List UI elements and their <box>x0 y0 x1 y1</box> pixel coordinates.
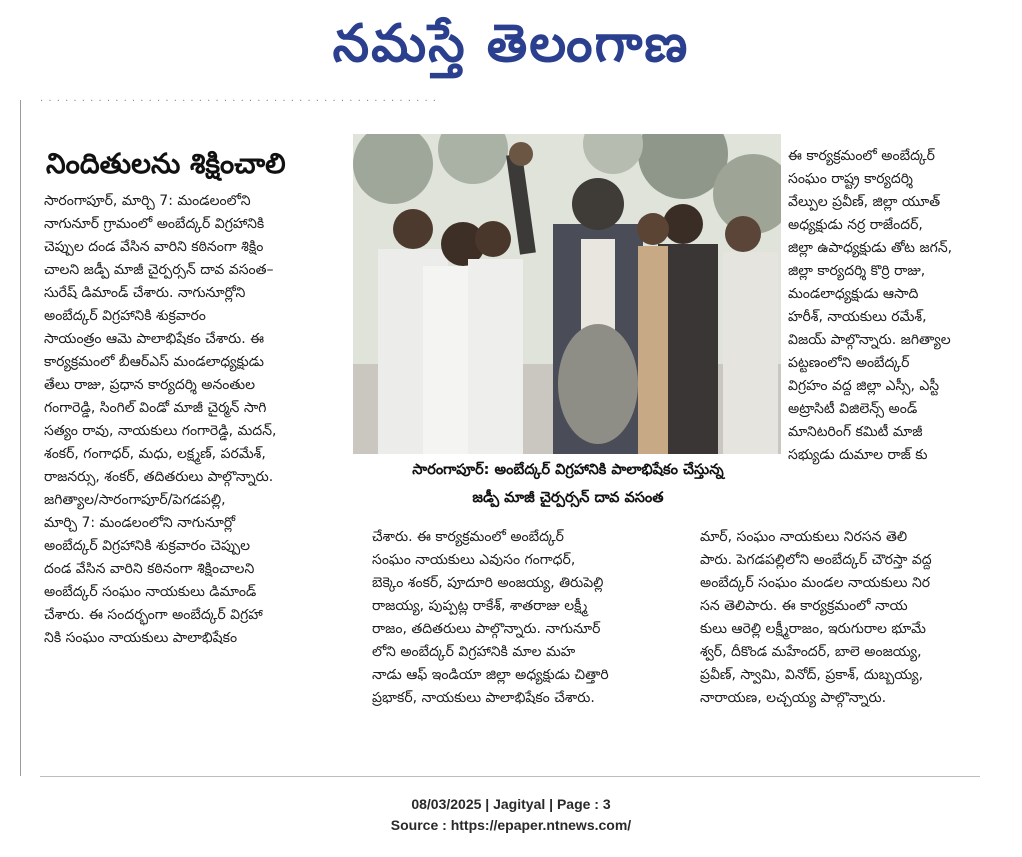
article-text-line: సంఘం నాయకులు ఎవుసం గంగాధర్, <box>372 552 576 568</box>
article-text-line: కార్యక్రమంలో బీఆర్ఎస్ మండలాధ్యక్షుడు <box>44 354 264 370</box>
article-text-line: తేలు రాజు, ప్రధాన కార్యదర్శి అనంతుల <box>44 377 256 393</box>
article-text-line: అంబేద్కర్ సంఘం మండల నాయకులు నిర <box>700 575 931 591</box>
newspaper-masthead: నమస్తే తెలంగాణ <box>332 14 690 74</box>
article-text-line: చెప్పుల దండ వేసిన వారిని కఠినంగా శిక్షిం <box>44 239 264 255</box>
article-text-line: నాడు ఆఫ్ ఇండియా జిల్లా అధ్యక్షుడు చిత్తారి <box>372 667 609 683</box>
page-bottom-rule <box>40 776 980 777</box>
photo-illustration <box>353 134 781 454</box>
article-text-line: మండలాధ్యక్షుడు ఆసాది <box>788 286 919 302</box>
article-text-line: హరీశ్, నాయకులు రమేశ్, <box>788 309 927 325</box>
source-link[interactable]: Source : https://epaper.ntnews.com/ <box>390 817 632 833</box>
article-headline: నిందితులను శిక్షించాలి <box>46 147 286 180</box>
article-text-line: శ్వర్, దీకొండ మహేందర్, బాలె అంజయ్య, <box>700 644 922 660</box>
article-text-line: సన తెలిపారు. ఈ కార్యక్రమంలో నాయ <box>700 598 908 614</box>
article-text-line: చేశారు. ఈ సందర్భంగా అంబేద్కర్ విగ్రహా <box>44 607 263 623</box>
article-text-line: దండ వేసిన వారిని కఠినంగా శిక్షించాలని <box>44 561 255 577</box>
article-text-line: పారు. పెగడపల్లిలోని అంబేద్కర్ చౌరస్తా వద్ద <box>700 552 932 568</box>
article-text-line: కులు ఆరెల్లి లక్ష్మీరాజం, ఇరుగురాల భూమే <box>700 621 926 637</box>
article-text-line: ప్రభాకర్, నాయకులు పాలాభిషేకం చేశారు. <box>372 690 595 706</box>
article-text-line: సారంగాపూర్, మార్చి 7: మండలంలోని <box>44 193 251 209</box>
article-text-line: లోని అంబేద్కర్ విగ్రహానికి మాల మహ <box>372 644 576 660</box>
article-column-4 <box>700 526 980 710</box>
article-text-line: నాగునూర్ గ్రామంలో అంబేద్కర్ విగ్రహానికి <box>44 216 265 232</box>
article-text-line: విగ్రహం వద్ద జిల్లా ఎస్సీ, ఎస్టీ <box>788 378 940 394</box>
news-photo <box>353 134 781 454</box>
article-text-line: మార్చి 7: మండలంలోని నాగునూర్లో <box>44 515 236 531</box>
caption-line-1: సారంగాపూర్: అంబేద్కర్ విగ్రహానికి పాలాభిషేకం చేస్తున్న <box>412 462 724 478</box>
article-text-line: రాజనర్సు, శంకర్, తదితరులు పాల్గొన్నారు. <box>44 469 274 485</box>
article-text-line: చేశారు. ఈ కార్యక్రమంలో అంబేద్కర్ <box>372 529 564 545</box>
article-text-line: అంబేద్కర్ సంఘం నాయకులు డిమాండ్ <box>44 584 257 600</box>
article-text-line: సభ్యుడు దుమాల రాజ్ కు <box>788 447 928 463</box>
article-text-line: గంగారెడ్డి, సింగిల్ విండో మాజీ చైర్మన్ సాగి <box>44 400 267 416</box>
caption-line-2: జడ్పీ మాజీ చైర్పర్సన్ దావ వసంత <box>472 490 664 506</box>
article-text-line: మార్, సంఘం నాయకులు నిరసన తెలి <box>700 529 908 545</box>
article-text-line: సురేష్ డిమాండ్ చేశారు. నాగునూర్లోని <box>44 285 246 301</box>
article-column-1 <box>44 190 349 650</box>
article-text-line: నారాయణ, లచ్చయ్య పాల్గొన్నారు. <box>700 690 887 706</box>
article-text-line: అంబేద్కర్ విగ్రహానికి శుక్రవారం చెప్పుల <box>44 538 251 554</box>
article-text-line: రాజయ్య, పుప్పట్ల రాకేశ్, శాతరాజు లక్ష్మీ <box>372 598 588 614</box>
article-text-line: బెక్కెం శంకర్, పూదూరి అంజయ్య, తిరుపెల్లి <box>372 575 604 591</box>
article-text-line: ఈ కార్యక్రమంలో అంబేద్కర్ <box>788 148 935 164</box>
article-text-line: నికి సంఘం నాయకులు పాలాభిషేకం <box>44 630 238 646</box>
article-text-line: సాయంత్రం ఆమె పాలాభిషేకం చేశారు. ఈ <box>44 331 265 347</box>
article-text-line: జిల్లా కార్యదర్శి కొర్రి రాజు, <box>788 263 926 279</box>
article-text-line: శంకర్, గంగాధర్, మధు, లక్ష్మణ్, పరమేశ్, <box>44 446 266 462</box>
article-text-line: అధ్యక్షుడు నర్ర రాజేందర్, <box>788 217 923 233</box>
article-text-line: సత్యం రావు, నాయకులు గంగారెడ్డి, మదన్, <box>44 423 277 439</box>
photo-caption <box>358 456 778 514</box>
article-text-line: వేల్పుల ప్రవీణ్, జిల్లా యూత్ <box>788 194 941 210</box>
article-text-line: జిల్లా ఉపాధ్యక్షుడు తోట జగన్, <box>788 240 953 256</box>
article-text-line: అంబేద్కర్ విగ్రహానికి శుక్రవారం <box>44 308 206 324</box>
article-text-line: చాలని జడ్పీ మాజీ చైర్పర్సన్ దావ వసంత– <box>44 262 274 278</box>
edition-info: 08/03/2025 | Jagityal | Page : 3 <box>411 796 611 812</box>
article-text-line: రాజం, తదితరులు పాల్గొన్నారు. నాగునూర్ <box>372 621 601 637</box>
article-column-2 <box>372 526 674 710</box>
article-text-line: ప్రవీణ్, స్వామి, వినోద్, ప్రకాశ్, దుబ్బయ్య, <box>700 667 924 683</box>
article-text-line: అట్రాసిటీ విజిలెన్స్ అండ్ <box>788 401 918 417</box>
article-column-3 <box>788 145 978 467</box>
article-text-line: మానిటరింగ్ కమిటీ మాజీ <box>788 424 923 440</box>
page-left-rule <box>20 100 21 776</box>
article-text-line: జగిత్యాల/సారంగాపూర్/పెగడపల్లి, <box>44 492 226 508</box>
article-text-line: సంఘం రాష్ట్ర కార్యదర్శి <box>788 171 913 187</box>
article-text-line: విజయ్ పాల్గొన్నారు. జగిత్యాల <box>788 332 951 348</box>
article-text-line: పట్టణంలోని అంబేద్కర్ <box>788 355 910 371</box>
cut-off-previous-article-line: · · · · · · · · · · · · · · · · · · · · · · · · · · · · · · · · · · · · · · · · · · · · · · · · <box>40 96 437 107</box>
